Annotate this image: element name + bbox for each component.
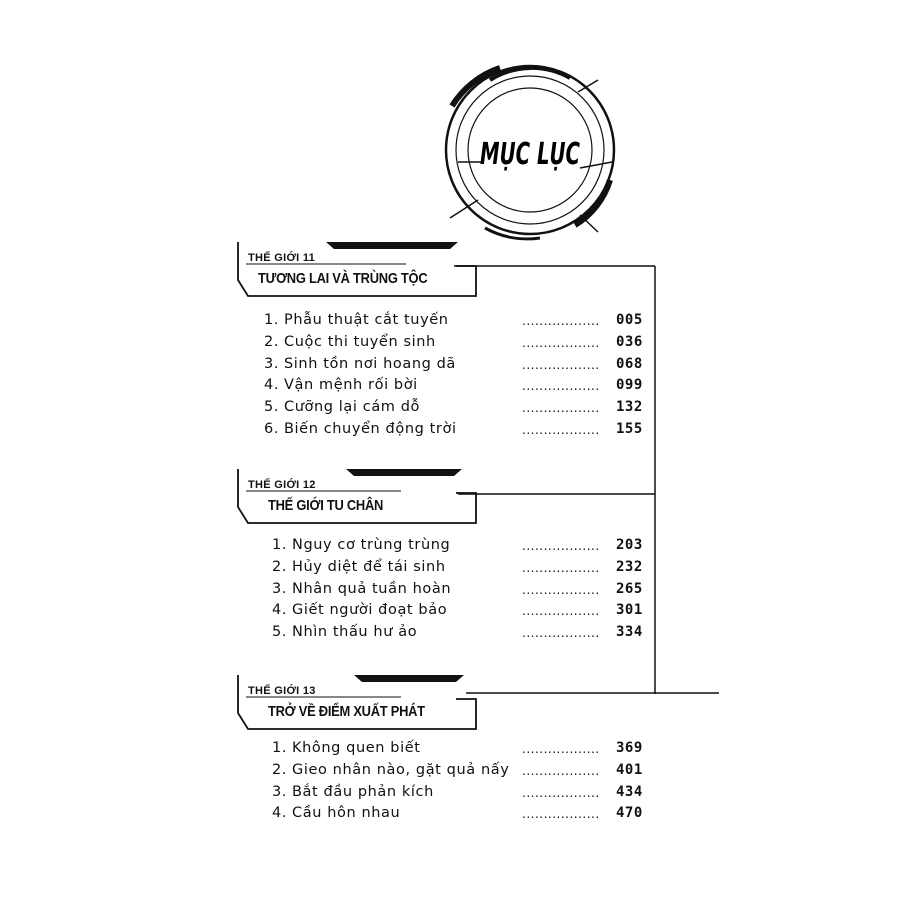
chapter-title: Giết người đoạt bảo (292, 602, 448, 619)
page-number: 099 (616, 377, 643, 394)
toc-entry[interactable]: 1. Không quen biết .................. 369 (272, 740, 643, 756)
chapter-title: Gieo nhân nào, gặt quả nấy (292, 761, 510, 778)
section-title: TƯƠNG LAI VÀ TRÙNG TỘC (258, 270, 428, 287)
leader-dots: .................. (522, 379, 600, 394)
leader-dots: .................. (522, 401, 600, 416)
toc-entry[interactable]: 4. Vận mệnh rối bời .................. 099 (264, 377, 643, 394)
chapter-title: Nhìn thấu hư ảo (292, 624, 418, 641)
page-number: 369 (616, 740, 643, 756)
toc-entry[interactable]: 1. Nguy cơ trùng trùng .................. 203 (272, 537, 643, 553)
toc-entry[interactable]: 2. Gieo nhân nào, gặt quả nấy .................. 401 (272, 761, 643, 778)
section-title: THẾ GIỚI TU CHÂN (268, 497, 384, 514)
chapter-title: Vận mệnh rối bời (284, 377, 418, 394)
toc-entry[interactable]: 5. Nhìn thấu hư ảo .................. 334 (272, 624, 643, 641)
page-number: 401 (616, 761, 643, 778)
chapter-title: Cuộc thi tuyển sinh (284, 333, 436, 350)
chapter-title: Phẫu thuật cắt tuyến (284, 312, 449, 328)
chapter-title: Nguy cơ trùng trùng (292, 537, 451, 553)
page-number: 005 (616, 312, 643, 328)
section-label: THẾ GIỚI 13 (248, 685, 316, 697)
toc-entry[interactable]: 3. Nhân quả tuần hoàn .................. 265 (272, 580, 643, 597)
page-number: 334 (616, 624, 643, 641)
chapter-title: Bắt đầu phản kích (292, 783, 434, 800)
page-number: 155 (616, 420, 643, 437)
page-number: 434 (616, 783, 643, 800)
toc-emblem (430, 50, 630, 250)
chapter-title: Sinh tồn nơi hoang dã (284, 355, 456, 372)
page-number: 068 (616, 355, 643, 372)
leader-dots: .................. (522, 742, 600, 756)
page-number: 203 (616, 537, 643, 553)
section-header (236, 673, 486, 733)
leader-dots: .................. (522, 539, 600, 553)
chapter-title: Nhân quả tuần hoàn (292, 580, 452, 597)
page-number: 232 (616, 558, 643, 575)
toc-entry[interactable]: 3. Sinh tồn nơi hoang dã .................. 068 (264, 355, 643, 372)
leader-dots: .................. (522, 604, 600, 619)
page-number: 470 (616, 805, 643, 822)
chapter-list (264, 312, 650, 443)
chapter-title: Không quen biết (292, 740, 421, 756)
leader-dots: .................. (522, 357, 600, 372)
page-title: MỤC LỤC (480, 137, 580, 172)
toc-entry[interactable]: 1. Phẫu thuật cắt tuyến .................. 005 (264, 312, 643, 328)
chapter-title: Biến chuyển động trời (284, 420, 457, 437)
chapter-title: Cầu hôn nhau (292, 805, 401, 822)
toc-entry[interactable]: 2. Hủy diệt để tái sinh .................. 232 (272, 558, 643, 575)
toc-entry[interactable]: 6. Biến chuyển động trời .................. 155 (264, 420, 643, 437)
chapter-title: Hủy diệt để tái sinh (292, 558, 446, 575)
chapter-list (264, 740, 650, 827)
page-number: 265 (616, 580, 643, 597)
leader-dots: .................. (522, 626, 600, 641)
page-number: 036 (616, 333, 643, 350)
leader-dots: .................. (522, 785, 600, 800)
leader-dots: .................. (522, 560, 600, 575)
toc-entry[interactable]: 3. Bắt đầu phản kích .................. 434 (272, 783, 643, 800)
section-label: THẾ GIỚI 11 (248, 252, 316, 264)
section-title: TRỞ VỀ ĐIỂM XUẤT PHÁT (268, 703, 425, 720)
toc-entry[interactable]: 4. Cầu hôn nhau .................. 470 (272, 805, 643, 822)
section-header (236, 240, 486, 300)
chapter-title: Cưỡng lại cám dỗ (284, 399, 421, 416)
chapter-list (264, 537, 650, 646)
page-number: 132 (616, 399, 643, 416)
toc-entry[interactable]: 4. Giết người đoạt bảo .................. 301 (272, 602, 643, 619)
leader-dots: .................. (522, 314, 600, 328)
toc-entry[interactable]: 5. Cưỡng lại cám dỗ .................. 132 (264, 399, 643, 416)
leader-dots: .................. (522, 582, 600, 597)
leader-dots: .................. (522, 422, 600, 437)
toc-entry[interactable]: 2. Cuộc thi tuyển sinh .................. 036 (264, 333, 643, 350)
section-header (236, 467, 486, 527)
section-label: THẾ GIỚI 12 (248, 479, 316, 491)
leader-dots: .................. (522, 807, 600, 822)
leader-dots: .................. (522, 335, 600, 350)
leader-dots: .................. (522, 763, 600, 778)
page-number: 301 (616, 602, 643, 619)
